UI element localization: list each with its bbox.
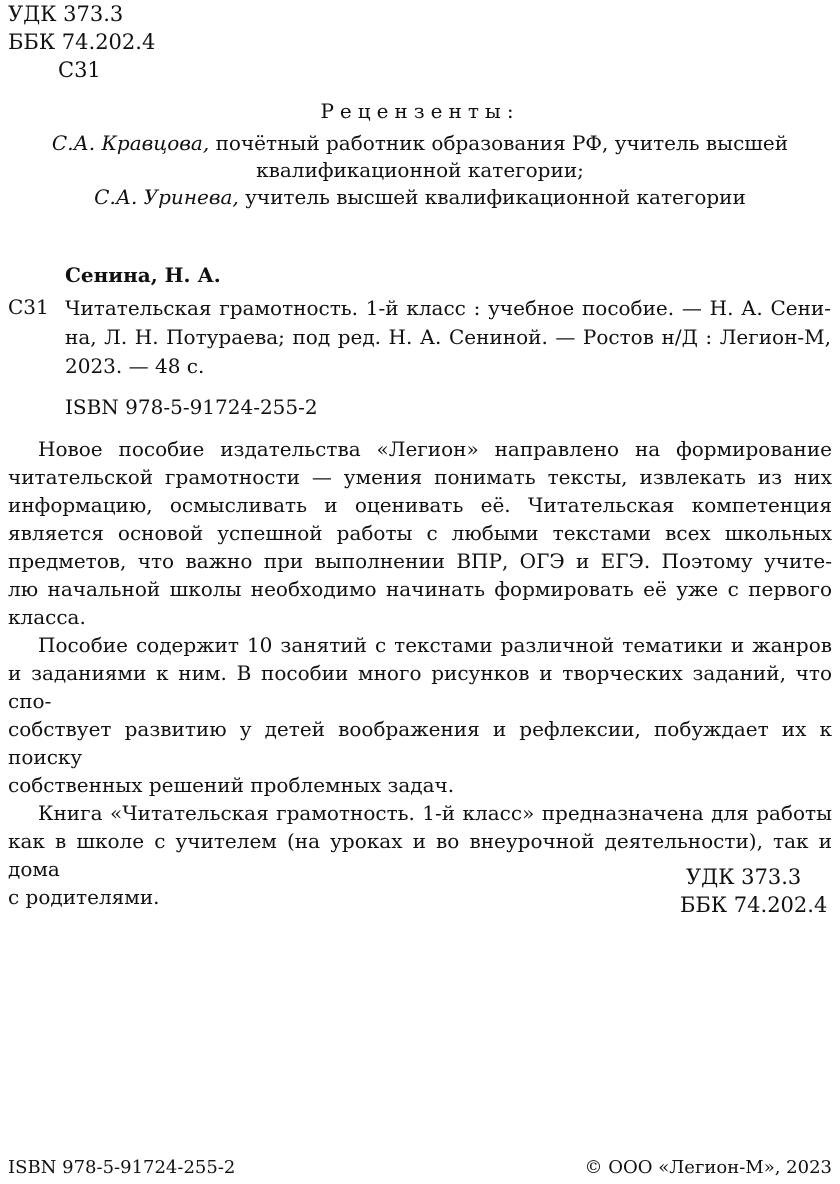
reviewer-1 [0,130,840,157]
annotation-line: с родителями. [8,885,160,909]
top-classification-codes [8,0,155,84]
bib-author-code: С31 [8,295,49,319]
bib-description [65,294,831,381]
bib-author: Сенина, Н. А. [65,263,221,287]
annotation-paragraph-1 [8,435,832,631]
author-mark: С31 [58,58,101,82]
reviewer-1-desc-line1: почётный работник образования РФ, учитель высшей [209,131,789,155]
reviewer-2-desc: учитель высшей квалификационной категории [238,185,746,209]
bib-line: Читательская грамотность. 1-й класс : учебное пособие. — Н. А. Сени- [65,296,831,320]
bib-isbn: ISBN 978-5-91724-255-2 [65,395,318,419]
reviewers-list [0,130,840,211]
bbk-code: ББК 74.202.4 [680,893,828,917]
udk-code: УДК 373.3 [8,2,124,26]
bib-line: 2023. — 48 с. [65,354,205,378]
annotation-line: как в школе с учителем (на уроках и во внеурочной деятельности), так и дома [8,829,832,881]
reviewer-1-desc-line2: квалификационной категории; [256,158,584,182]
bottom-classification-codes [680,863,828,919]
annotation-line: информацию, осмысливать и оценивать её. Читательская компетенция [8,493,832,517]
annotation-line: является основой успешной работы с любыми текстами всех школьных [8,521,832,545]
annotation-line: собствует развитию у детей воображения и рефлексии, побуждает их к поиску [8,717,832,769]
annotation-line: Новое пособие издательства «Легион» направлено на формирование [38,437,832,461]
annotation-line: читательской грамотности — умения понимать тексты, извлекать из них [8,465,832,489]
annotation-paragraph-2 [8,631,832,799]
reviewer-2 [0,184,840,211]
footer-isbn: ISBN 978-5-91724-255-2 [8,1157,236,1178]
bib-line: на, Л. Н. Потураева; под ред. Н. А. Сениной. — Ростов н/Д : Легион-М, [65,325,831,349]
udk-code: УДК 373.3 [686,865,802,889]
annotation-line: и заданиями к ним. В пособии много рисунков и творческих заданий, что спо- [8,661,832,713]
annotation-line: Книга «Читательская грамотность. 1-й класс» предназначена для работы [38,801,832,825]
footer-copyright: © ООО «Легион-М», 2023 [584,1157,832,1178]
reviewer-1-name: С.А. Кравцова, [51,131,210,155]
reviewers-heading: Рецензенты: [320,99,520,123]
annotation-line: Пособие содержит 10 занятий с текстами различной тематики и жанров [38,633,832,657]
reviewer-2-name: С.А. Уринева, [94,185,239,209]
annotation-line: лю начальной школы необходимо начинать формировать её уже с первого [8,577,832,601]
annotation-line: класса. [8,605,86,629]
annotation-line: собственных решений проблемных задач. [8,773,455,797]
annotation [8,435,832,911]
annotation-line: предметов, что важно при выполнении ВПР, ОГЭ и ЕГЭ. Поэтому учите- [8,549,832,573]
bbk-code: ББК 74.202.4 [8,30,156,54]
